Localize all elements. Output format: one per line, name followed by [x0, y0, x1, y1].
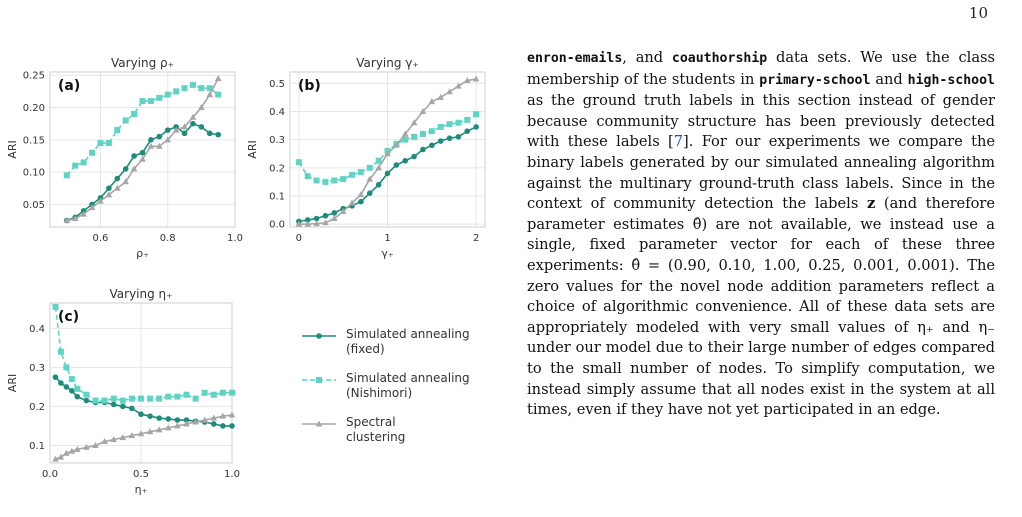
plot-frame [50, 72, 235, 227]
data-point [175, 417, 181, 423]
data-point [131, 153, 137, 159]
data-point [165, 92, 171, 98]
series-line [55, 307, 232, 401]
y-tick-label: 0.05 [22, 199, 45, 211]
data-point [367, 165, 373, 171]
data-point [456, 134, 462, 140]
data-point [229, 390, 235, 396]
data-point [64, 172, 70, 178]
text-span: ]. For our experiments we compare the binary labels generated by our simulated annealing algorithm against the multinary ground-truth class labels. Since in the context of community detection the labels [527, 133, 995, 213]
data-point [220, 390, 226, 396]
x-axis-label: γ₊ [381, 247, 394, 260]
data-point [129, 396, 135, 402]
data-point [376, 158, 382, 164]
y-tick-label: 0.3 [29, 362, 45, 374]
data-point [305, 173, 311, 179]
legend-marker [316, 333, 322, 339]
data-point [182, 85, 188, 91]
x-tick-label: 2 [472, 233, 480, 244]
data-point [211, 392, 217, 398]
data-point [173, 88, 179, 94]
chart-title: Varying ρ₊ [111, 56, 174, 70]
data-point [190, 121, 196, 127]
data-point [120, 404, 126, 410]
chart-title: Varying η₊ [109, 287, 173, 301]
data-point [220, 423, 226, 429]
x-tick-label: 1.0 [227, 233, 243, 244]
data-point [437, 94, 444, 100]
chart-panel-b [246, 52, 510, 277]
x-tick-label: 1.0 [224, 469, 240, 480]
data-point [215, 132, 221, 138]
data-point [111, 402, 117, 408]
bold-symbol: z [866, 195, 876, 213]
data-point [420, 147, 426, 153]
data-point [147, 413, 153, 419]
data-point [64, 384, 70, 390]
data-point [198, 85, 204, 91]
data-point [114, 127, 120, 133]
paragraph [527, 48, 995, 421]
legend-label: clustering [346, 430, 406, 444]
data-point [358, 169, 364, 175]
dataset-name: coauthorship [671, 51, 768, 66]
y-tick-label: 0.10 [22, 167, 45, 179]
x-tick-label: 0.6 [92, 233, 109, 244]
data-point [402, 158, 408, 164]
data-point [93, 398, 99, 404]
dataset-name: enron-emails [527, 51, 623, 66]
data-point [156, 396, 162, 402]
data-point [202, 390, 208, 396]
data-point [58, 349, 64, 355]
data-point [331, 178, 337, 184]
data-point [165, 127, 171, 133]
data-point [447, 135, 453, 141]
panel-label: (a) [58, 78, 81, 94]
data-point [314, 178, 320, 184]
x-tick-label: 0 [295, 233, 303, 244]
data-point [464, 117, 470, 123]
data-point [138, 411, 144, 417]
y-tick-label: 0.5 [269, 78, 285, 90]
data-point [464, 128, 470, 134]
data-point [120, 398, 126, 404]
legend-label: Spectral [346, 415, 396, 429]
chart-panel-c [0, 283, 245, 513]
data-point [447, 121, 453, 127]
data-point [165, 394, 171, 400]
data-point [123, 166, 129, 172]
body-text [527, 48, 995, 421]
text-span: data sets. We use the class membership of the students in [527, 49, 995, 88]
data-point [438, 138, 444, 144]
legend-svg [300, 322, 520, 462]
y-tick-label: 0.1 [269, 191, 285, 203]
data-point [75, 394, 81, 400]
y-axis-label: ARI [6, 140, 19, 159]
data-point [166, 416, 172, 422]
panel-label: (b) [298, 78, 321, 94]
y-tick-label: 0.25 [22, 70, 45, 82]
data-point [111, 396, 117, 402]
data-point [190, 82, 196, 88]
data-point [129, 406, 135, 412]
legend-label: (Nishimori) [346, 386, 413, 400]
y-tick-label: 0.4 [269, 106, 285, 118]
data-point [69, 376, 75, 382]
data-point [156, 95, 162, 101]
data-point [322, 179, 328, 185]
data-point [420, 131, 426, 137]
data-point [148, 137, 154, 143]
data-point [323, 213, 329, 219]
data-point [102, 398, 108, 404]
data-point [385, 171, 391, 177]
data-point [182, 131, 188, 137]
dataset-name: primary-school [759, 72, 871, 88]
data-point [429, 128, 435, 134]
data-point [63, 364, 69, 370]
legend-label: Simulated annealing [346, 371, 470, 385]
x-tick-label: 1 [384, 233, 391, 244]
data-point [72, 163, 78, 169]
data-point [131, 111, 137, 117]
data-point [83, 392, 89, 398]
x-tick-label: 0.5 [133, 469, 149, 480]
data-point [140, 150, 146, 156]
data-point [438, 124, 444, 130]
chart-svg [246, 52, 510, 277]
dataset-name: high-school [907, 72, 995, 88]
data-point [411, 154, 417, 160]
data-point [147, 396, 153, 402]
y-tick-label: 0.2 [269, 163, 285, 175]
legend-marker [316, 377, 322, 383]
x-axis-label: ρ₊ [136, 247, 149, 260]
data-point [473, 76, 480, 82]
data-point [376, 182, 382, 188]
data-point [81, 159, 87, 165]
data-point [97, 140, 103, 146]
text-span: as the ground truth labels in this section instead of gender because community structure has been previously detected with these labels [ [527, 92, 995, 151]
data-point [296, 159, 302, 165]
data-point [123, 117, 129, 123]
data-point [211, 421, 217, 427]
data-point [446, 88, 453, 94]
data-point [148, 98, 154, 104]
data-point [340, 176, 346, 182]
data-point [74, 386, 80, 392]
data-point [184, 392, 190, 398]
data-point [349, 172, 355, 178]
data-point [429, 142, 435, 148]
data-point [473, 111, 479, 117]
data-point [206, 91, 213, 97]
text-span: (and therefore parameter estimates θ̂) are not available, we instead use a single, fixed parameter vector for each of these three experiments: θ̂ = (0.90, 0.10, 1.00, 0.25, 0.001, 0.001). The zero values for the novel node addition parameters reflect a choice of algorithmic convenience. All of these data sets are appropriately modeled with very small values of η₊ and η₋ under our model due to their large number of edges compared to the small number of nodes. To simplify computation, we instead simply assume that all nodes exist in the system at all times, even if they have not yet participated in an edge. [527, 195, 995, 419]
y-tick-label: 0.2 [29, 401, 45, 413]
citation-link[interactable]: 7 [673, 133, 684, 151]
y-tick-label: 0.4 [29, 323, 45, 335]
data-point [207, 131, 213, 137]
chart-panel-a [0, 52, 245, 277]
chart-svg [0, 283, 245, 513]
data-point [157, 134, 163, 140]
chart-legend [300, 322, 520, 462]
data-point [411, 134, 417, 140]
data-point [106, 185, 112, 191]
data-point [199, 124, 205, 130]
data-point [358, 199, 364, 205]
data-point [89, 150, 95, 156]
x-tick-label: 0.0 [42, 469, 58, 480]
legend-label: (fixed) [346, 342, 385, 356]
data-point [215, 92, 221, 98]
data-point [53, 374, 59, 380]
x-axis-label: η₊ [134, 483, 148, 496]
panel-label: (c) [58, 309, 80, 325]
data-point [473, 124, 479, 130]
data-point [156, 415, 162, 421]
text-span: and [870, 70, 908, 88]
data-point [106, 140, 112, 146]
data-point [174, 394, 180, 400]
y-tick-label: 0.15 [22, 135, 45, 147]
data-point [58, 380, 64, 386]
data-point [193, 396, 199, 402]
y-tick-label: 0.20 [22, 103, 45, 115]
data-point [332, 210, 338, 216]
data-point [140, 98, 146, 104]
data-point [84, 398, 90, 404]
y-axis-label: ARI [6, 373, 19, 393]
data-point [114, 176, 120, 182]
data-point [367, 190, 373, 196]
chart-svg [0, 52, 245, 277]
data-point [229, 423, 235, 429]
data-point [69, 388, 75, 394]
text-span: , and [622, 49, 672, 66]
data-point [455, 120, 461, 126]
x-tick-label: 0.8 [159, 233, 176, 244]
data-point [215, 75, 222, 81]
data-point [138, 396, 144, 402]
y-tick-label: 0.1 [29, 440, 45, 452]
page-number: 10 [968, 4, 988, 22]
y-tick-label: 0.3 [269, 135, 285, 147]
chart-title: Varying γ₊ [356, 56, 419, 70]
legend-label: Simulated annealing [346, 327, 470, 341]
data-point [394, 162, 400, 168]
y-axis-label: ARI [246, 140, 259, 159]
y-tick-label: 0.0 [269, 219, 285, 231]
